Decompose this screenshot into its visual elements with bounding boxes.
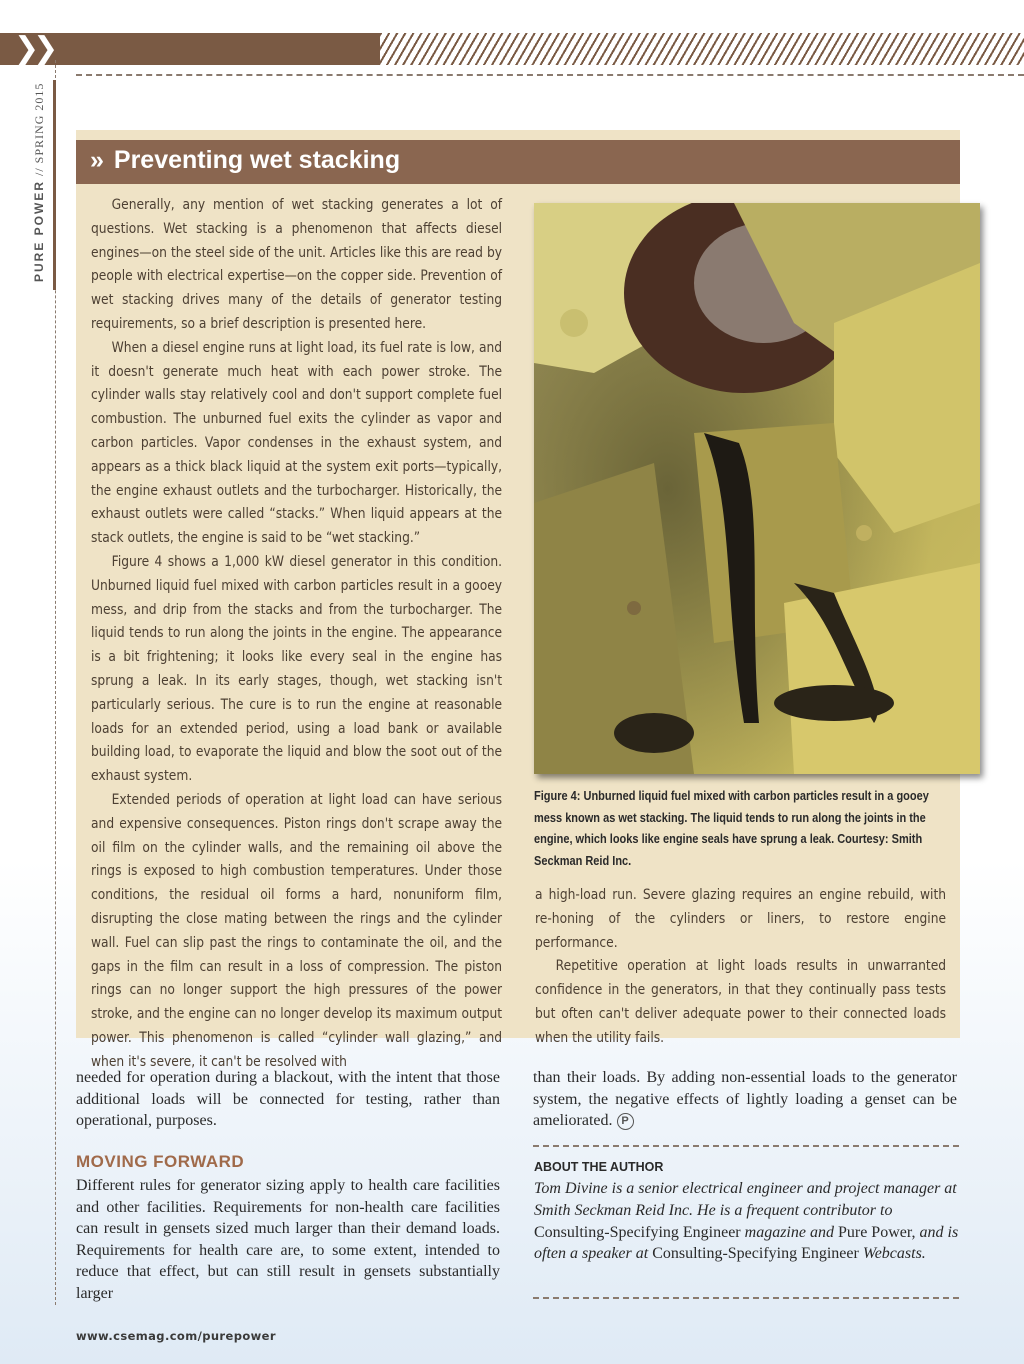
- sidebar-right-column: [535, 884, 946, 1051]
- figure-caption: Figure 4: Unburned liquid fuel mixed with carbon particles result in a gooey mess known as wet stacking. The liquid tends to run along the joints in the engine, which looks like engine seals have sprung a leak. Courtesy: Smith Seckman Reid Inc.: [534, 789, 929, 868]
- sidebar-title: » Preventing wet stacking: [90, 146, 401, 174]
- paragraph: Extended periods of operation at light load can have serious and expensive consequences. Piston rings don't scrape away the oil film on the cylinder walls, and the remaining oil above the rings is exposed to high combustion temperatures. Under those conditions, the residual oil forms a hard, nonuniform film, disrupting the close mating between the rings and the cylinder wall. Fuel can slip past the rings to contaminate the oil, and the gaps in the film can result in a loss of compression. The piston rings can no longer support the high pressures of the power stroke, and the engine can no longer develop its maximum output power. This phenomenon is called “cylinder wall glazing,” and when it's severe, it can't be resolved with: [91, 791, 503, 1070]
- margin-accent-bar: [53, 80, 56, 290]
- author-divider-bottom: [533, 1297, 959, 1299]
- paragraph: Generally, any mention of wet stacking generates a lot of questions. Wet stacking is a phenomenon that affects diesel engines—on the steel side of the unit. Articles like this are read by people with electrical expertise—on the copper side. Prevention of wet stacking drives many of the details of generator testing requirements, so a brief description is presented here.: [91, 197, 503, 332]
- sidebar-box: [76, 130, 960, 1070]
- chevron-icon: »: [90, 146, 104, 174]
- end-mark-icon: P: [617, 1113, 634, 1130]
- figure-4-photo: [534, 203, 980, 774]
- running-head: PURE POWER // SPRING 2015: [32, 82, 46, 282]
- body-right-top: [533, 1067, 957, 1132]
- section-title: Cover Story: [116, 2, 247, 29]
- paragraph: than their loads. By adding non-essential loads to the generator system, the negative effects of lightly loading a genset can be ameliorated. P: [533, 1069, 957, 1130]
- sidebar-left-column: [91, 194, 502, 1074]
- about-author-heading: ABOUT THE AUTHOR: [534, 1160, 664, 1174]
- page-header: [0, 33, 1024, 65]
- footer-url[interactable]: www.csemag.com/purepower: [76, 1329, 276, 1343]
- header-hatch: [380, 33, 1024, 65]
- sidebar-title-bar: [76, 140, 960, 184]
- body-left-top: [76, 1067, 500, 1132]
- header-bar: [60, 33, 380, 65]
- header-divider: [76, 74, 1024, 76]
- paragraph: needed for operation during a blackout, with the intent that those additional loads will be connected for testing, rather than operational, purposes.: [76, 1069, 500, 1130]
- paragraph: When a diesel engine runs at light load, its fuel rate is low, and it doesn't generate much heat with each power stroke. The cylinder walls stay relatively cool and don't support complete fuel combustion. The unburned fuel exits the cylinder as vapor and carbon particles. Vapor condenses in the exhaust system, and appears as a thick black liquid at the system exit ports—typically, the engine exhaust outlets and the turbocharger. Historically, the exhaust outlets were called “stacks.” When liquid appears at the stack outlets, the engine is said to be “wet stacking.”: [91, 339, 503, 547]
- paragraph: Different rules for generator sizing apply to health care facilities and other facilities. Requirements for non-health care facilities can result in gensets sized much larger than their demand loads. Requirements for health care are, to some extent, intended to reduce that effect, but can still result in gensets substantially larger: [76, 1177, 500, 1302]
- page-number: 6: [76, 6, 85, 23]
- chevron-icon: ❯❯: [0, 33, 60, 65]
- author-divider-top: [533, 1145, 959, 1147]
- about-author-text: Tom Divine is a senior electrical engineer and project manager at Smith Seckman Reid Inc. He is a frequent contributor to Consulting-Specifying Engineer magazine and Pure Power, and is often a speaker at Consulting-Specifying Engineer Webcasts.: [534, 1180, 959, 1263]
- body-left-bottom: [76, 1175, 500, 1305]
- paragraph: a high-load run. Severe glazing requires an engine rebuild, with re-honing of the cylinders or liners, to restore engine performance.: [535, 887, 947, 951]
- section-heading: MOVING FORWARD: [76, 1152, 245, 1171]
- paragraph: Repetitive operation at light loads results in unwarranted confidence in the generators, in that they continually pass tests but often can't deliver adequate power to their connected loads when the utility fails.: [535, 958, 947, 1046]
- paragraph: Figure 4 shows a 1,000 kW diesel generator in this condition. Unburned liquid fuel mixed with carbon particles result in a gooey mess, and drip from the stacks and from the turbocharger. The liquid tends to run along the joints in the engine. The appearance is a bit frightening; it looks like every seal in the engine has sprung a leak. In its early stages, though, wet stacking isn't particularly serious. The cure is to run the engine at reasonable loads for an extended period, using a load bank or available building load, to evaporate the liquid and blow the soot out of the exhaust system.: [91, 553, 503, 785]
